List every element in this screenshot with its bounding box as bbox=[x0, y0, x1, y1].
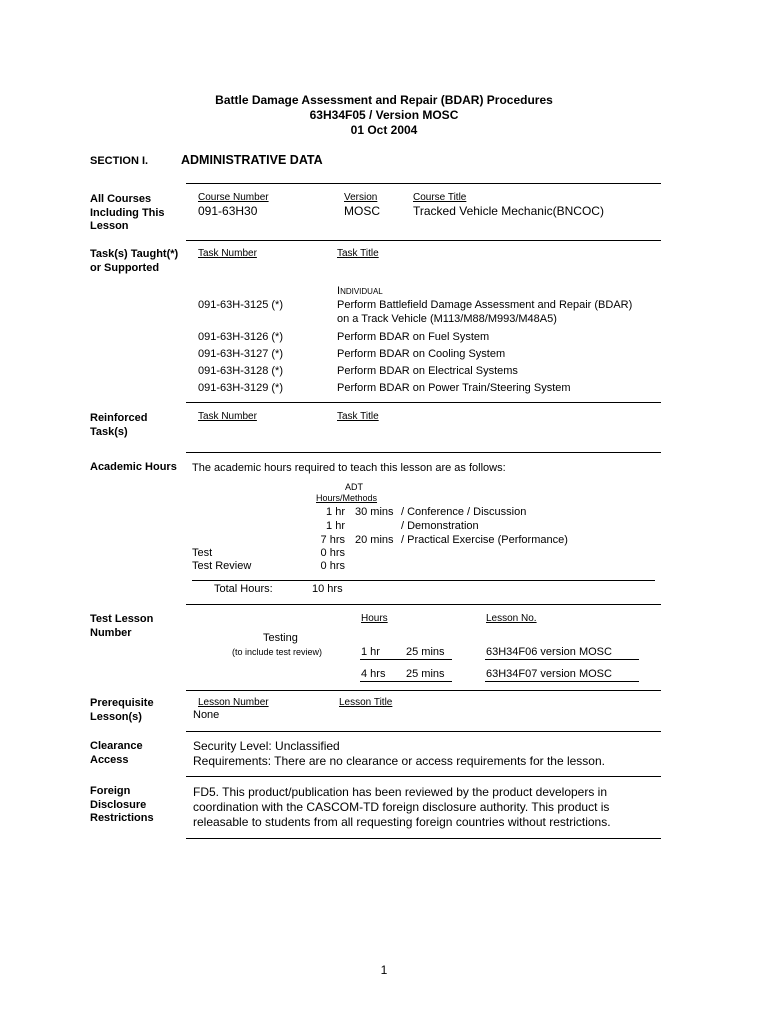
clearance-label: Clearance Access bbox=[90, 740, 143, 766]
courses-col-title: Course Title bbox=[413, 192, 467, 203]
task-title: Perform BDAR on Power Train/Steering System bbox=[337, 382, 571, 394]
course-version: MOSC bbox=[344, 204, 380, 218]
section-title: ADMINISTRATIVE DATA bbox=[181, 153, 323, 167]
task-title: Perform Battlefield Damage Assessment and Repair (BDAR) bbox=[337, 299, 633, 311]
test-lesson-number: 63H34F07 version MOSC bbox=[486, 668, 612, 680]
document-date: 01 Oct 2004 bbox=[350, 123, 418, 137]
divider bbox=[186, 776, 661, 777]
prereq-label: Prerequisite Lesson(s) bbox=[90, 697, 154, 723]
academic-intro: The academic hours required to teach this lesson are as follows: bbox=[192, 462, 506, 474]
document-title: Battle Damage Assessment and Repair (BDAR) Procedures bbox=[215, 93, 553, 107]
reinforced-col-number: Task Number bbox=[198, 411, 257, 422]
tasks-col-title: Task Title bbox=[337, 248, 379, 259]
test-col-hours: Hours bbox=[361, 613, 388, 624]
test-hours-underline bbox=[360, 659, 452, 660]
test-hours-underline bbox=[360, 681, 452, 682]
reinforced-label: Reinforced Task(s) bbox=[90, 412, 148, 438]
test-lesson-underline bbox=[485, 681, 639, 682]
foreign-disclosure-text: FD5. This product/publication has been reviewed by the product developers in bbox=[193, 785, 608, 799]
divider bbox=[186, 604, 661, 605]
test-hours: 0 hrs bbox=[320, 547, 345, 559]
task-number: 091-63H-3126 (*) bbox=[198, 331, 283, 343]
tasks-label: Task(s) Taught(*) or Supported bbox=[90, 248, 179, 274]
test-mins: 25 mins bbox=[406, 668, 445, 680]
foreign-disclosure-label: Foreign Disclosure Restrictions bbox=[90, 785, 154, 824]
hours-methods-heading: Hours/Methods bbox=[316, 493, 378, 503]
course-number: 091-63H30 bbox=[198, 204, 258, 218]
task-number: 091-63H-3128 (*) bbox=[198, 365, 283, 377]
test-label: Test bbox=[192, 547, 213, 559]
academic-mins: 20 mins bbox=[355, 534, 394, 546]
test-hours: 4 hrs bbox=[361, 668, 386, 680]
courses-label: All Courses Including This Lesson bbox=[90, 193, 165, 232]
academic-hours: 7 hrs bbox=[320, 534, 345, 546]
task-number: 091-63H-3129 (*) bbox=[198, 382, 283, 394]
academic-method: / Demonstration bbox=[401, 520, 479, 532]
test-lesson-underline bbox=[485, 659, 639, 660]
divider bbox=[186, 183, 661, 184]
divider bbox=[186, 690, 661, 691]
clearance-requirements: Requirements: There are no clearance or access requirements for the lesson. bbox=[193, 754, 605, 768]
academic-method: / Conference / Discussion bbox=[401, 506, 527, 518]
task-number: 091-63H-3127 (*) bbox=[198, 348, 283, 360]
adt-heading: ADT bbox=[345, 482, 363, 492]
academic-method: / Practical Exercise (Performance) bbox=[401, 534, 568, 546]
page-number: 1 bbox=[380, 963, 388, 977]
academic-label: Academic Hours bbox=[90, 461, 177, 473]
task-group-heading bbox=[337, 281, 383, 299]
test-lesson-label: Test Lesson Number bbox=[90, 613, 154, 639]
divider bbox=[186, 240, 661, 241]
test-mins: 25 mins bbox=[406, 646, 445, 658]
security-level: Security Level: Unclassified bbox=[193, 739, 340, 753]
courses-col-version: Version bbox=[344, 192, 378, 203]
academic-hours: 1 hr bbox=[326, 506, 345, 518]
academic-hours: 1 hr bbox=[326, 520, 345, 532]
total-hours-label: Total Hours: bbox=[214, 583, 273, 595]
divider bbox=[186, 838, 661, 839]
testing-label: Testing bbox=[263, 632, 298, 644]
document-lesson-version: 63H34F05 / Version MOSC bbox=[309, 108, 459, 122]
task-title: Perform BDAR on Cooling System bbox=[337, 348, 506, 360]
divider bbox=[186, 452, 661, 453]
task-title: Perform BDAR on Fuel System bbox=[337, 331, 490, 343]
testing-note: (to include test review) bbox=[232, 647, 323, 657]
task-group-rest: NDIVIDUAL bbox=[340, 287, 383, 296]
foreign-disclosure-text: coordination with the CASCOM-TD foreign disclosure authority. This product is bbox=[193, 800, 610, 814]
prereq-value: None bbox=[193, 709, 220, 721]
courses-col-number: Course Number bbox=[198, 192, 269, 203]
foreign-disclosure-text: releasable to students from all requesting foreign countries without restrictions. bbox=[193, 815, 611, 829]
prereq-col-title: Lesson Title bbox=[339, 697, 393, 708]
test-col-lesson: Lesson No. bbox=[486, 613, 537, 624]
course-title: Tracked Vehicle Mechanic(BNCOC) bbox=[413, 204, 604, 218]
divider bbox=[186, 402, 661, 403]
divider bbox=[186, 731, 661, 732]
reinforced-col-title: Task Title bbox=[337, 411, 379, 422]
test-hours: 1 hr bbox=[361, 646, 380, 658]
prereq-col-number: Lesson Number bbox=[198, 697, 269, 708]
tasks-col-number: Task Number bbox=[198, 248, 257, 259]
task-title: Perform BDAR on Electrical Systems bbox=[337, 365, 518, 377]
total-hours-value: 10 hrs bbox=[312, 583, 343, 595]
task-number: 091-63H-3125 (*) bbox=[198, 299, 283, 311]
test-review-label: Test Review bbox=[192, 560, 252, 572]
test-lesson-number: 63H34F06 version MOSC bbox=[486, 646, 612, 658]
task-group-initial: I bbox=[337, 285, 341, 297]
total-divider bbox=[192, 580, 655, 581]
test-review-hours: 0 hrs bbox=[320, 560, 345, 572]
academic-mins: 30 mins bbox=[355, 506, 394, 518]
task-title-continued: on a Track Vehicle (M113/M88/M993/M48A5) bbox=[337, 313, 557, 325]
section-number: SECTION I. bbox=[90, 155, 149, 167]
